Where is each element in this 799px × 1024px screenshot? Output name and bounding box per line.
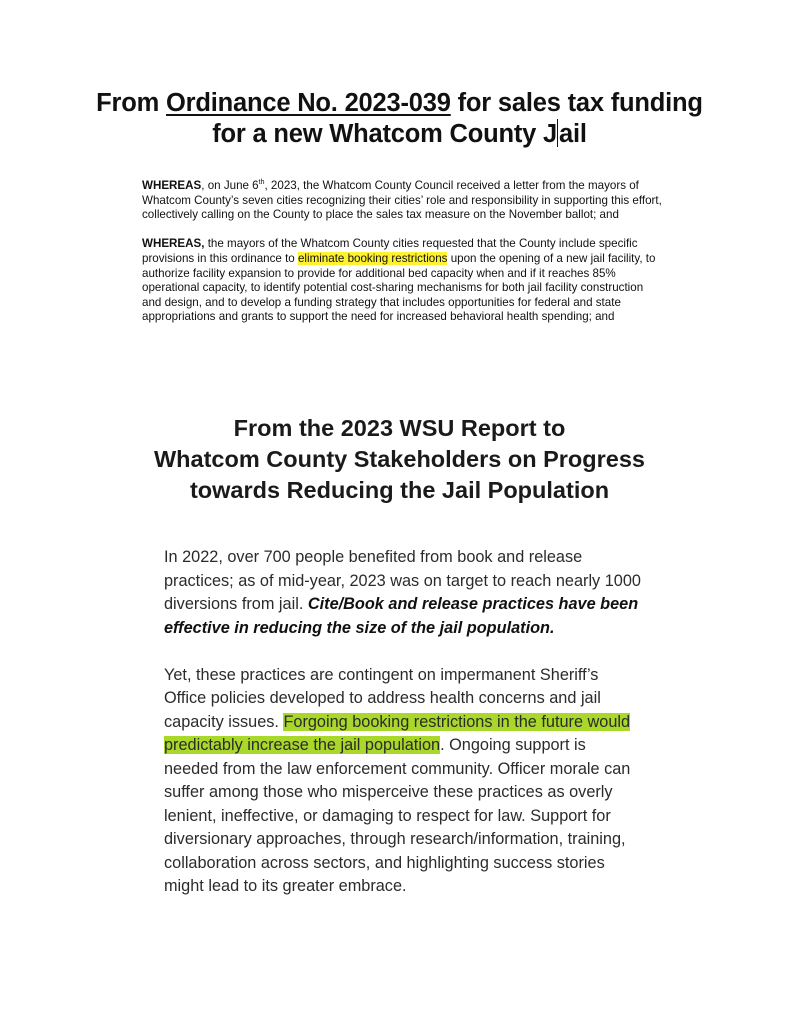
whereas-text: , on June 6 [201, 179, 259, 192]
ordinance-excerpt [142, 179, 662, 340]
report-excerpt [164, 546, 644, 922]
heading-prefix: From [96, 89, 167, 117]
report-text: . Ongoing support is needed from the law enforcement community. Officer morale can suffer among those who misperceive these practices as overly lenient, ineffective, or damaging to respect for law. Support for diversionary approaches, through research/information, training, collaboration across sectors, and highlighting success stories might lead to its greater embrace. [164, 736, 631, 895]
report-heading [40, 413, 759, 506]
report-heading-line3: towards Reducing the Jail Population [189, 477, 610, 503]
whereas-lead: WHEREAS [142, 179, 202, 192]
whereas-paragraph-2 [142, 237, 662, 325]
highlighted-text: Forgoing booking restrictions in the future would predictably increase the jail population [164, 712, 631, 754]
whereas-text: upon the opening of a new jail facility, to authorize facility expansion to provide for additional bed capacity when and if it reaches 85% operational capacity, to identify potential cost-sharing mechanisms for both jail facility construction and design, and to develop a funding strategy that includes opportunities for federal and state appropriations and grants to support the need for increased behavioral health spending; and [142, 251, 656, 324]
highlighted-text: eliminate booking restrictions [297, 251, 448, 265]
heading-line2-a: for a new Whatcom County J [212, 120, 557, 148]
superscript: th [258, 179, 265, 187]
ordinance-link[interactable]: Ordinance No. 2023-039 [166, 89, 451, 117]
whereas-lead: WHEREAS, [142, 237, 205, 251]
report-text: In 2022, over 700 people benefited from book and release practices; as of mid-year, 2023 was on target to reach nearly 1000 diversions from jail. [164, 548, 641, 613]
report-heading-line2: Whatcom County Stakeholders on Progress [154, 446, 645, 472]
ordinance-heading [40, 88, 759, 150]
report-paragraph-1 [164, 546, 644, 640]
heading-line2-b: ail [558, 120, 587, 148]
report-heading-line1: From the 2023 WSU Report to [233, 415, 566, 441]
heading-rest-line1: for sales tax funding [450, 89, 703, 117]
report-text: Yet, these practices are contingent on impermanent Sheriff’s Office policies developed to address health concerns and jail capacity issues. [164, 665, 601, 731]
whereas-text: , 2023, the Whatcom County Council received a letter from the mayors of Whatcom County’s seven cities recognizing their cities’ role and responsibility in supporting this effort, collectively calling on the County to place the sales tax measure on the November ballot; and [142, 179, 662, 222]
whereas-text: the mayors of the Whatcom County cities requested that the County include specific provisions in this ordinance to [142, 237, 638, 265]
emphasized-text: Cite/Book and release practices have been effective in reducing the size of the jail population. [164, 595, 639, 637]
report-paragraph-2 [164, 664, 644, 899]
whereas-paragraph-1 [142, 179, 662, 223]
